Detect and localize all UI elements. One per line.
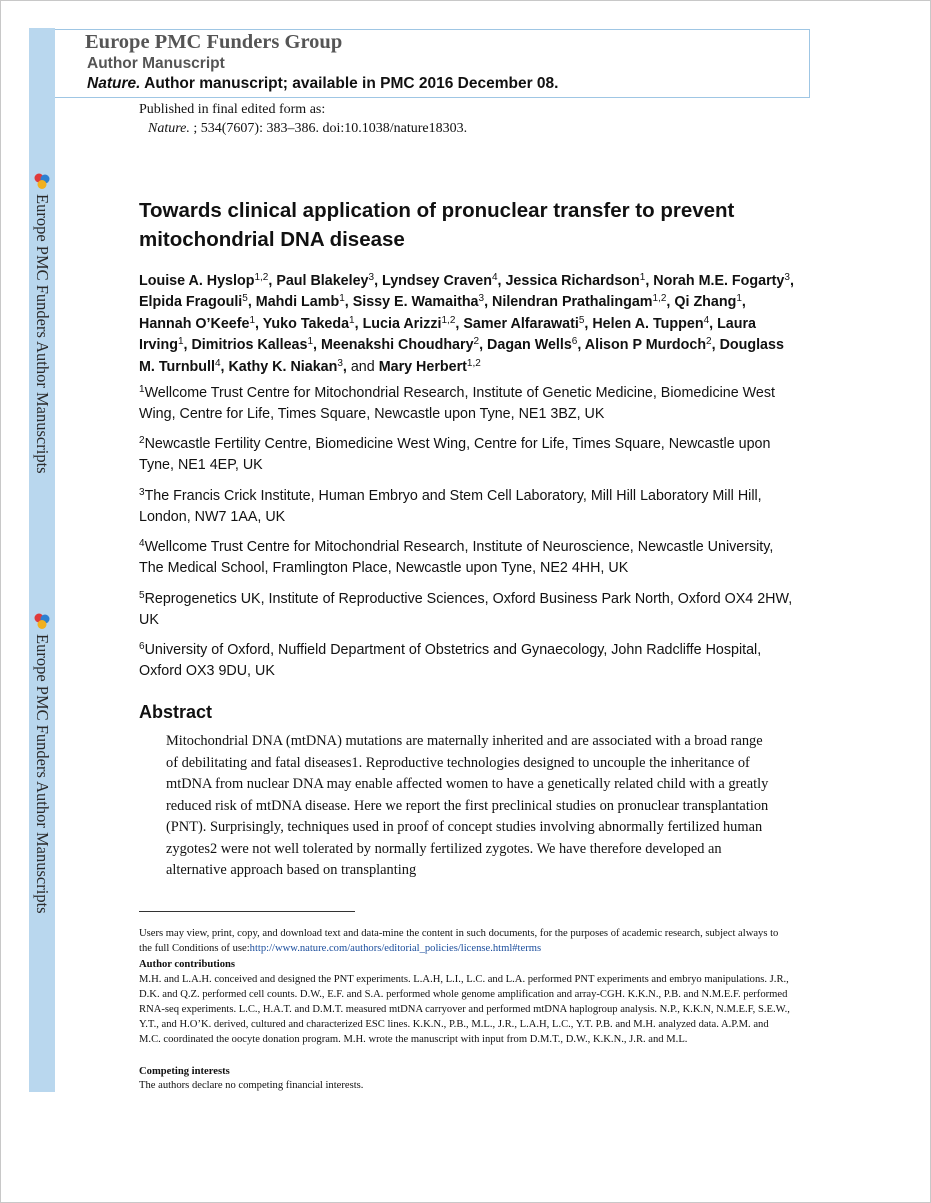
author-name: Lucia Arizzi	[362, 315, 442, 332]
terms-footnote	[139, 926, 791, 956]
author-affiliation-ref: 2	[473, 336, 480, 348]
competing-heading: Competing interests	[139, 1066, 230, 1077]
author-affiliation-ref: 1	[736, 293, 742, 305]
affiliation	[139, 537, 799, 580]
affiliation-number: 4	[139, 538, 145, 549]
author-name: Nilendran Prathalingam	[492, 294, 653, 311]
author-affiliation-ref: 1,2	[466, 357, 481, 369]
author-manuscript-label: Author Manuscript	[87, 55, 225, 72]
author-list: Louise A. Hyslop$^{1,2}$, Paul Blakeley$^3$, Lyndsey Craven$^4$, Jessica Richardson$^1$, Norah M.E. Fogarty$^3$, Elpida Fragouli$^5$, Mahdi Lamb$^1$, Sissy E. Wamaitha$^3$, Nilendran Prathalingam$^{1,2}$, Qi Zhang$^1$, Hannah O’Keefe$^1$, Yuko Takeda$^1$, Lucia Arizzi$^{1,2}$, Samer Alfarawati$^5$, Helen A. Tuppen$^4$, Laura Irving$^1$, Dimitrios Kalleas$^1$, Meenakshi Choudhary$^2$, Dagan Wells$^6$, Alison P Murdoch$^2$, Douglass M. Turnbull$^4$, Kathy K. Niakan$^3$, and Mary Herbert$^{1,2}$	[139, 272, 794, 375]
author-affiliation-ref: 4	[214, 357, 221, 369]
author-name: Qi Zhang	[674, 294, 737, 311]
author-name: Mahdi Lamb	[255, 294, 340, 311]
author-affiliation-ref: 2	[706, 336, 712, 348]
author-name: Dimitrios Kalleas	[191, 337, 308, 354]
availability-text: Author manuscript; available in PMC 2016 December 08.	[140, 75, 559, 92]
author-name: Kathy K. Niakan	[228, 358, 338, 375]
author-affiliation-ref: 5	[242, 293, 248, 305]
journal-name: Nature.	[87, 75, 141, 92]
affiliation-number: 3	[139, 487, 145, 498]
author-affiliation-ref: 1	[339, 293, 345, 305]
author-name: Laura Irving	[139, 315, 757, 354]
author-affiliation-ref: 1	[349, 314, 355, 326]
affiliation	[139, 434, 799, 477]
author-affiliation-ref: 4	[491, 272, 498, 283]
affiliation	[139, 486, 799, 529]
contributions-heading: Author contributions	[139, 959, 236, 970]
funders-group-title: Europe PMC Funders Group	[85, 31, 343, 53]
europe-pmc-logo-icon	[33, 172, 51, 190]
author-name: Dagan Wells	[487, 337, 572, 354]
author-affiliation-ref: 1,2	[652, 293, 667, 305]
europe-pmc-logo-icon	[33, 612, 51, 630]
author-name: Elpida Fragouli	[139, 294, 243, 311]
affiliation	[139, 640, 799, 683]
abstract-heading: Abstract	[139, 702, 213, 722]
author-name: Helen A. Tuppen	[592, 315, 704, 332]
author-name: Hannah O’Keefe	[139, 315, 250, 332]
author-affiliation-ref: 6	[571, 336, 578, 348]
affiliation-text: The Francis Crick Institute, Human Embryo and Stem Cell Laboratory, Mill Hill Laboratory Mill Hill, London, NW7 1AA, UK	[139, 488, 762, 526]
author-name: Yuko Takeda	[262, 315, 350, 332]
citation	[148, 121, 467, 137]
author-affiliation-ref: 1	[249, 314, 255, 326]
author-name: Douglass M. Turnbull	[139, 337, 784, 375]
affiliation-number: 2	[139, 435, 145, 446]
author-affiliation-ref: 1,2	[254, 272, 269, 283]
author-affiliation-ref: 3	[368, 272, 375, 283]
citation-details: ; 534(7607): 383–386. doi:10.1038/nature18303.	[189, 121, 468, 136]
author-name: Louise A. Hyslop	[139, 273, 255, 289]
affiliation-text: Wellcome Trust Centre for Mitochondrial Research, Institute of Genetic Medicine, Biomedicine West Wing, Centre for Life, Times Square, Newcastle upon Tyne, NE1 3BZ, UK	[139, 385, 775, 423]
article-title: Towards clinical application of pronuclear transfer to prevent mitochondrial DNA disease	[139, 199, 735, 251]
footnote-divider	[139, 911, 355, 912]
author-affiliation-ref: 3	[478, 293, 485, 305]
author-name: Jessica Richardson	[505, 273, 640, 289]
author-name: Sissy E. Wamaitha	[352, 294, 479, 311]
affiliation	[139, 383, 799, 426]
terms-text: Users may view, print, copy, and download text and data-mine the content in such documents, for the purposes of academic research, subject always to the full Conditions of use:	[139, 928, 779, 954]
affiliation-text: Newcastle Fertility Centre, Biomedicine West Wing, Centre for Life, Times Square, Newcastle upon Tyne, NE1 4EP, UK	[139, 436, 771, 474]
author-affiliation-ref: 5	[578, 314, 585, 326]
author-affiliation-ref: 1	[307, 336, 314, 348]
affiliation-text: University of Oxford, Nuffield Department of Obstetrics and Gynaecology, John Radcliffe Hospital, Oxford OX3 9DU, UK	[139, 642, 762, 680]
author-and: and	[350, 358, 375, 375]
author-affiliation-ref: 1,2	[441, 314, 456, 326]
terms-link[interactable]: http://www.nature.com/authors/editorial_policies/license.html#terms	[249, 943, 542, 954]
sidebar-label: Europe PMC Funders Author Manuscripts	[33, 194, 52, 474]
affiliation-number: 1	[139, 384, 145, 395]
author-name: Alison P Murdoch	[584, 337, 707, 354]
author-affiliation-ref: 4	[703, 314, 710, 326]
author-name: Norah M.E. Fogarty	[653, 273, 785, 289]
author-affiliation-ref: 1	[177, 336, 184, 348]
abstract-text: Mitochondrial DNA (mtDNA) mutations are maternally inherited and are associated with a broad range of debilitating and fatal diseases1. Reproductive technologies designed to uncouple the inheritance of mtDNA from nuclear DNA may enable affected women to have a genetically related child with a greatly reduced risk of mtDNA disease. Here we report the first preclinical studies on pronuclear transplantation (PNT). Surprisingly, techniques used in proof of concept studies involving abnormally fertilized human zygotes2 were not well tolerated by normally fertilized zygotes. We have therefore developed an alternative approach based on transplanting	[166, 733, 769, 878]
author-name: Paul Blakeley	[276, 273, 369, 289]
affiliation-number: 5	[139, 590, 145, 601]
contributions-text: M.H. and L.A.H. conceived and designed the PNT experiments. L.A.H, L.I., L.C. and L.A. performed PNT experiments and embryo manipulations. J.R., D.K. and Q.Z. performed cell counts. D.W., E.F. and S.A. performed whole genome amplification and array-CGH. K.K.N., P.B. and N.M.E.F. performed RNA-seq experiments. L.C., H.A.T. and D.M.T. measured mtDNA carryover and performed mtDNA haplogroup analysis. N.P., K.K.N, N.M.E.F, S.E.W., Y.T., and H.O’K. derived, cultured and characterized ESC lines. K.K.N., P.B., M.L., J.R., L.A.H, L.C., Y.T. P.B. and M.H. analyzed data. A.P.M. and M.C. coordinated the oocyte donation program. M.H. wrote the manuscript with input from D.M.T., D.W., K.K.N., J.R. and M.L.	[139, 974, 790, 1045]
availability-line	[87, 75, 558, 93]
author-name: Lyndsey Craven	[382, 273, 492, 289]
competing-text: The authors declare no competing financial interests.	[139, 1080, 364, 1091]
author-name: Mary Herbert	[378, 358, 467, 375]
author-name: Meenakshi Choudhary	[320, 337, 474, 354]
author-name: Samer Alfarawati	[463, 315, 579, 332]
sidebar-label: Europe PMC Funders Author Manuscripts	[33, 634, 52, 914]
citation-journal: Nature.	[148, 121, 190, 136]
published-label: Published in final edited form as:	[139, 102, 326, 117]
author-affiliation-ref: 3	[337, 357, 343, 369]
affiliation	[139, 589, 799, 632]
author-affiliation-ref: 1	[639, 272, 646, 283]
affiliation-number: 6	[139, 641, 145, 652]
author-affiliation-ref: 3	[784, 272, 790, 283]
affiliation-text: Reprogenetics UK, Institute of Reproductive Sciences, Oxford Business Park North, Oxford OX4 2HW, UK	[139, 591, 793, 629]
affiliation-text: Wellcome Trust Centre for Mitochondrial Research, Institute of Neuroscience, Newcastle University, The Medical School, Framlington Place, Newcastle upon Tyne, NE2 4HH, UK	[139, 539, 774, 577]
